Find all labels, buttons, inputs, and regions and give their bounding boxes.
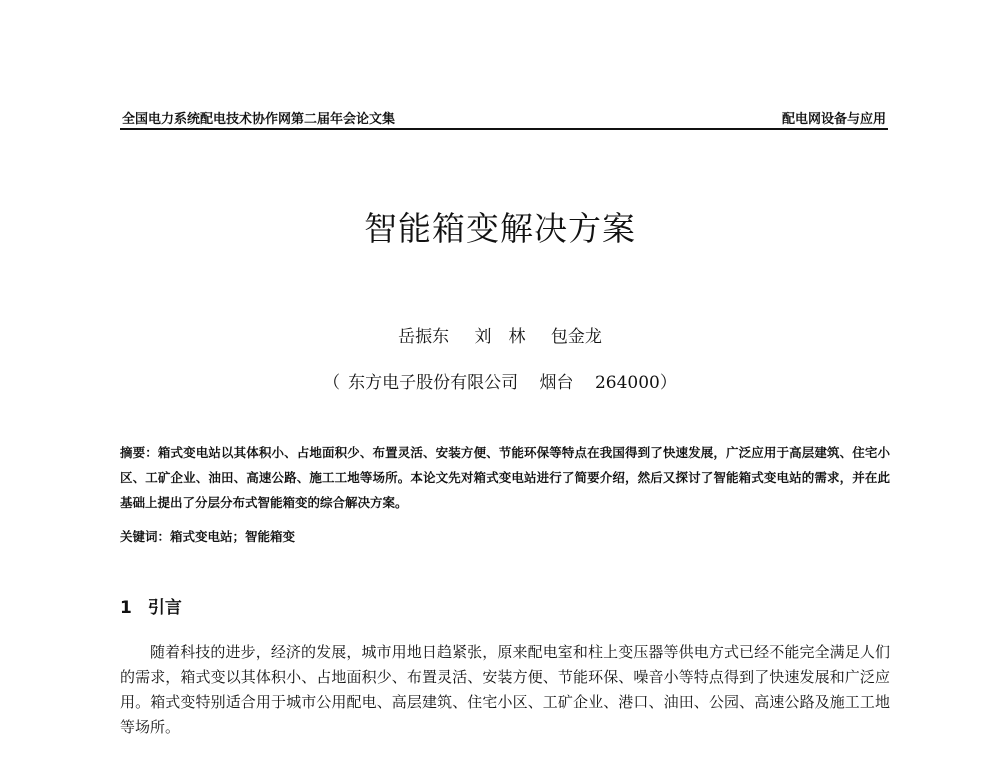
affiliation-open-paren: （ bbox=[323, 373, 341, 393]
author-list bbox=[0, 322, 1000, 347]
abstract-label: 摘要： bbox=[120, 445, 158, 460]
body-paragraph: 随着科技的进步，经济的发展，城市用地日趋紧张，原来配电室和柱上变压器等供电方式已经不能完全满足人们的需求，箱式变以其体积小、占地面积少、布置灵活、安装方便、节能环保、噪音小等特点得到了快速发展和广泛应用。箱式变特别适合用于城市公用配电、高层建筑、住宅小区、工矿企业、港口、油田、公园、高速公路及施工工地等场所。 bbox=[120, 643, 890, 736]
affiliation-city: 烟台 bbox=[539, 373, 574, 393]
author-name: 包金龙 bbox=[550, 327, 602, 347]
affiliation-postcode: 264000 bbox=[594, 373, 660, 393]
abstract bbox=[120, 440, 890, 515]
paper-title: 智能箱变解决方案 bbox=[364, 209, 636, 248]
keywords-text: 箱式变电站；智能箱变 bbox=[170, 529, 296, 544]
keywords-label: 关键词： bbox=[120, 529, 171, 544]
section-title: 引言 bbox=[147, 598, 182, 618]
header-proceedings-title: 全国电力系统配电技术协作网第二届年会论文集 bbox=[122, 112, 396, 127]
running-header bbox=[120, 106, 888, 130]
abstract-text: 箱式变电站以其体积小、占地面积少、布置灵活、安装方便、节能环保等特点在我国得到了快速发展，广泛应用于高层建筑、住宅小区、工矿企业、油田、高速公路、施工工地等场所。本论文先对箱式变电站进行了简要介绍，然后又探讨了智能箱式变电站的需求，并在此基础上提出了分层分布式智能箱变的综合解决方案。 bbox=[120, 445, 890, 510]
author-affiliation bbox=[0, 368, 1000, 393]
section-number: 1 bbox=[120, 598, 132, 618]
affiliation-close-paren: ） bbox=[659, 373, 677, 393]
keywords bbox=[120, 526, 890, 548]
section-heading-introduction bbox=[120, 593, 182, 618]
author-name: 岳振东 bbox=[398, 327, 450, 347]
header-section-name: 配电网设备与应用 bbox=[781, 112, 886, 127]
affiliation-company: 东方电子股份有限公司 bbox=[348, 373, 519, 393]
author-name: 刘 林 bbox=[474, 327, 526, 347]
